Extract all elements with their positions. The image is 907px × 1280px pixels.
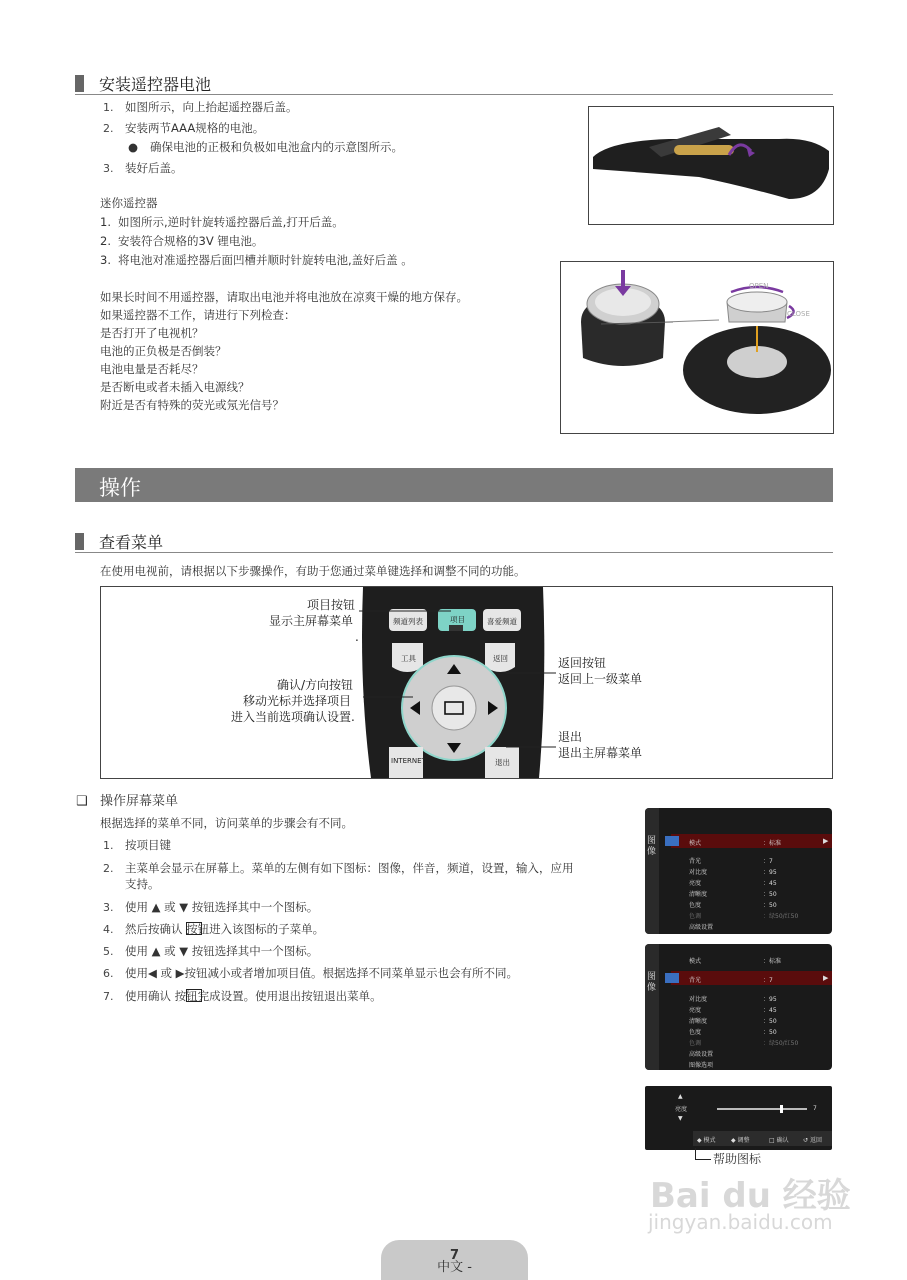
menu-row-label: 高级设置: [689, 1051, 714, 1058]
mini-step-2: 安装符合规格的3V 锂电池。: [118, 234, 264, 248]
section-marker: [75, 533, 84, 550]
menu-row-label: 清晰度: [689, 891, 708, 898]
menu-row-label: 图像选项: [689, 1062, 714, 1069]
menu-row-label: 色调: [689, 913, 702, 920]
battery-step-2: 安装两节AAA规格的电池。: [125, 121, 265, 135]
footer-lang: 中文 -: [437, 1260, 472, 1275]
mode-value: ：标准: [763, 840, 782, 847]
return-button-label: 返回: [493, 654, 508, 663]
mini-remote-title: 迷你遥控器: [100, 196, 158, 210]
section-marker: [75, 75, 84, 92]
arrow-right-icon: ▶: [823, 837, 829, 845]
callout-nav-desc: 移动光标并选择项目: [243, 694, 352, 708]
callout-nav-title: 确认/方向按钮: [277, 678, 354, 692]
osd-step-4: 然后按确认 按钮进入该图标的子菜单。: [125, 922, 325, 936]
slider-thumb: [780, 1105, 783, 1113]
callout-exit-desc: 退出主屏幕菜单: [558, 746, 643, 760]
menu-row-label: 高级设置: [689, 924, 714, 931]
tv-adjust-screen: [645, 1086, 832, 1150]
menu-row-value: ：95: [763, 996, 777, 1003]
enter-icon: [186, 989, 202, 1002]
osd-section-title: 操作屏幕菜单: [100, 794, 179, 809]
up-arrow-icon: ▲: [678, 1093, 683, 1100]
step-number: 1.: [103, 839, 114, 852]
menu-row-label: 背光: [689, 858, 702, 865]
menu-row-value: ：绿50/红50: [763, 913, 799, 920]
osd-step-3: 使用 ▲ 或 ▼ 按钮选择其中一个图标。: [125, 900, 319, 914]
menu-row-value: ：7: [763, 858, 773, 865]
menu-row-label: 亮度: [689, 880, 702, 887]
baidu-watermark-url: jingyan.baidu.com: [648, 1210, 833, 1234]
callout-return-title: 返回按钮: [558, 656, 607, 670]
menu-row-value: ：45: [763, 880, 777, 887]
help-leader-line: [695, 1159, 711, 1160]
osd-step-1: 按项目键: [125, 838, 171, 852]
tv-menu-screen-1: [645, 808, 832, 934]
favorites-button-label: 喜爱频道: [487, 617, 517, 626]
menu-row-value: ：50: [763, 891, 777, 898]
osd-step-2: 主菜单会显示在屏幕上。菜单的左侧有如下图标：图像，伴音，频道，设置，输入，应用: [125, 861, 574, 875]
bullet-dot: ●: [128, 140, 139, 154]
help-icon-caption: 帮助图标: [713, 1152, 762, 1166]
menu-row-value: ：绿50/红50: [763, 1040, 799, 1047]
step-number: 3.: [103, 901, 114, 914]
tv-menu-screen-2: [645, 944, 832, 1070]
menu-section-title: 查看菜单: [99, 533, 164, 552]
slider-label: 亮度: [675, 1106, 688, 1113]
callout-menu-title: 项目按钮: [307, 598, 356, 612]
menu-row-value: ：50: [763, 902, 777, 909]
note-line: 是否断电或者未插入电源线？: [100, 380, 250, 394]
menu-row-label: 亮度: [689, 1007, 702, 1014]
menu-row-label: 色度: [689, 902, 702, 909]
menu-row-label: 色度: [689, 1029, 702, 1036]
operation-title: 操作: [99, 476, 141, 500]
menu-row-value: ：50: [763, 1018, 777, 1025]
operation-section-bar: [75, 468, 833, 502]
step-number: 1.: [100, 215, 111, 229]
mode-value: ：标准: [763, 958, 782, 965]
picture-icon: [665, 836, 679, 846]
open-label: OPEN: [749, 282, 769, 290]
battery-section-header: [75, 72, 833, 95]
step-number: 5.: [103, 945, 114, 958]
menu-row-value: ：50: [763, 1029, 777, 1036]
battery-section-title: 安装遥控器电池: [99, 75, 212, 94]
step-number: 7.: [103, 990, 114, 1003]
baidu-watermark-logo: Bai du 经验: [650, 1176, 851, 1216]
down-arrow-icon: ▼: [678, 1115, 683, 1122]
footer-page: 7: [449, 1248, 460, 1263]
mode-label: 模式: [689, 840, 702, 847]
arrow-right-icon: ▶: [823, 974, 829, 982]
menu-row-label: 对比度: [689, 996, 708, 1003]
note-line: 是否打开了电视机？: [100, 326, 204, 340]
mode-label: 模式: [689, 958, 702, 965]
exit-button-label: 退出: [495, 758, 510, 767]
remote-diagram: [100, 586, 833, 779]
callout-exit-title: 退出: [558, 730, 583, 744]
close-label: CLOSE: [787, 310, 810, 318]
osd-step-6: 使用◀ 或 ▶按钮减小或者增加项目值。根据选择不同菜单显示也会有所不同。: [125, 966, 518, 980]
help-return: ↺ 返回: [803, 1137, 822, 1144]
step-number: 1.: [103, 101, 114, 114]
callout-menu-dot: .: [355, 630, 359, 644]
checkbox-icon: ❑: [76, 794, 88, 809]
battery-step-1: 如图所示，向上抬起遥控器后盖。: [125, 100, 298, 114]
picture-icon: [665, 973, 679, 983]
menu-intro: 在使用电视前，请根据以下步骤操作，有助于您通过菜单键选择和调整不同的功能。: [100, 564, 526, 578]
selected-label: 背光: [689, 977, 702, 984]
selected-value: ：7: [763, 977, 773, 984]
osd-step-5: 使用 ▲ 或 ▼ 按钮选择其中一个图标。: [125, 944, 319, 958]
help-mode: ◆ 模式: [697, 1137, 716, 1144]
tv-side-label: 图像: [647, 836, 657, 857]
osd-intro: 根据选择的菜单不同，访问菜单的步骤会有不同。: [100, 816, 353, 830]
mini-step-1: 如图所示,逆时针旋转遥控器后盖,打开后盖。: [118, 215, 344, 229]
help-confirm: □ 确认: [769, 1137, 789, 1144]
menu-section-header: [75, 530, 833, 553]
menu-button-label: 项目: [450, 615, 465, 624]
internet-button-label: INTERNET: [391, 757, 426, 765]
note-line: 如果长时间不用遥控器，请取出电池并将电池放在凉爽干燥的地方保存。: [100, 290, 468, 304]
note-line: 附近是否有特殊的荧光或氖光信号？: [100, 398, 284, 412]
mini-remote-illustration: [560, 261, 834, 434]
mini-step-3: 将电池对准遥控器后面凹槽并顺时针旋转电池,盖好后盖 。: [118, 253, 413, 267]
menu-row-value: ：95: [763, 869, 777, 876]
step-number: 2.: [103, 862, 114, 875]
tools-button-label: 工具: [401, 654, 416, 663]
battery-step-3: 装好后盖。: [125, 161, 183, 175]
menu-row-value: ：45: [763, 1007, 777, 1014]
note-line: 如果遥控器不工作，请进行下列检查：: [100, 308, 296, 322]
help-adjust: ◆ 调整: [731, 1137, 750, 1144]
menu-row-label: 对比度: [689, 869, 708, 876]
page-footer: [381, 1240, 528, 1280]
note-line: 电池的正负极是否倒装？: [100, 344, 227, 358]
step-number: 4.: [103, 923, 114, 936]
step-number: 3.: [100, 253, 111, 267]
osd-step-2-cont: 支持。: [125, 877, 160, 891]
step-number: 3.: [103, 162, 114, 175]
note-line: 电池电量是否耗尽？: [100, 362, 204, 376]
page-number: [381, 1248, 528, 1275]
callout-return-desc: 返回上一级菜单: [558, 672, 643, 686]
callout-nav-confirm: 进入当前选项确认设置.: [231, 710, 355, 724]
menu-row-label: 色调: [689, 1040, 702, 1047]
osd-step-7: 使用确认 按钮完成设置。使用退出按钮退出菜单。: [125, 989, 382, 1003]
slider-value: 7: [813, 1105, 817, 1112]
step-number: 2.: [100, 234, 111, 248]
step-number: 6.: [103, 967, 114, 980]
remote-battery-illustration: [588, 106, 834, 225]
channel-list-button-label: 频道列表: [393, 617, 423, 626]
step-number: 2.: [103, 122, 114, 135]
callout-menu-desc: 显示主屏幕菜单: [269, 614, 354, 628]
tv-side-label: 图像: [647, 972, 657, 993]
slider-track: [717, 1108, 807, 1110]
menu-row-label: 清晰度: [689, 1018, 708, 1025]
enter-icon: [186, 922, 202, 935]
battery-bullet: 确保电池的正极和负极如电池盒内的示意图所示。: [150, 140, 403, 154]
